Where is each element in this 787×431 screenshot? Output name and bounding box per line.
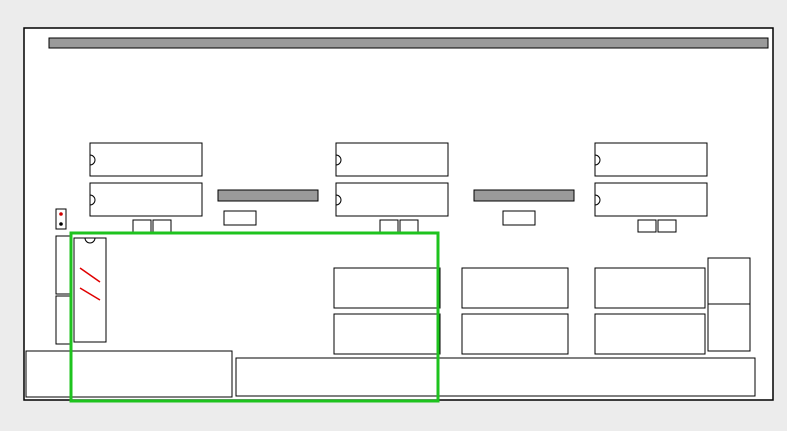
gal-chip1-left xyxy=(90,183,202,216)
optocoupler-socket xyxy=(74,238,106,342)
jp1-mid[interactable] xyxy=(380,220,398,232)
jp3-pin xyxy=(59,212,63,216)
jp3-pin xyxy=(59,222,63,226)
relay-socket xyxy=(462,268,568,308)
sil-networks xyxy=(56,236,70,344)
gal-chip1-right xyxy=(595,183,707,216)
note-schrittumschaltung xyxy=(56,209,66,229)
jp1-right[interactable] xyxy=(638,220,656,232)
relay-socket xyxy=(334,314,440,354)
sil-network-upper xyxy=(56,236,70,294)
relay-s4 xyxy=(334,314,440,354)
regulator-body xyxy=(503,211,535,225)
gal-chip2-left xyxy=(90,143,202,176)
relay-socket xyxy=(334,268,440,308)
relay-s5 xyxy=(334,268,440,308)
jp1-left[interactable] xyxy=(133,220,151,232)
regulator-body xyxy=(224,211,256,225)
relay-s2 xyxy=(462,268,568,308)
parallel-port-box xyxy=(26,351,232,397)
relay-s3 xyxy=(595,268,705,308)
jp3-header[interactable] xyxy=(56,209,66,229)
gal-chip1-mid xyxy=(336,183,448,216)
jp2-mid[interactable] xyxy=(400,220,418,232)
optocoupler-block xyxy=(74,238,106,342)
jp2-left[interactable] xyxy=(153,220,171,232)
regulator-heatsink xyxy=(218,190,318,201)
relay-socket xyxy=(595,314,705,354)
jp2-right[interactable] xyxy=(658,220,676,232)
sil-network-lower xyxy=(56,296,70,344)
relay-brake xyxy=(595,314,705,354)
regulator-heatsink xyxy=(474,190,574,201)
gal-chip2-right xyxy=(595,143,707,176)
terminal-strip xyxy=(236,358,755,396)
gnd-bus-bar xyxy=(49,38,768,48)
relay-socket xyxy=(462,314,568,354)
relay-s1 xyxy=(462,314,568,354)
gal-chip2-mid xyxy=(336,143,448,176)
relay-socket xyxy=(595,268,705,308)
